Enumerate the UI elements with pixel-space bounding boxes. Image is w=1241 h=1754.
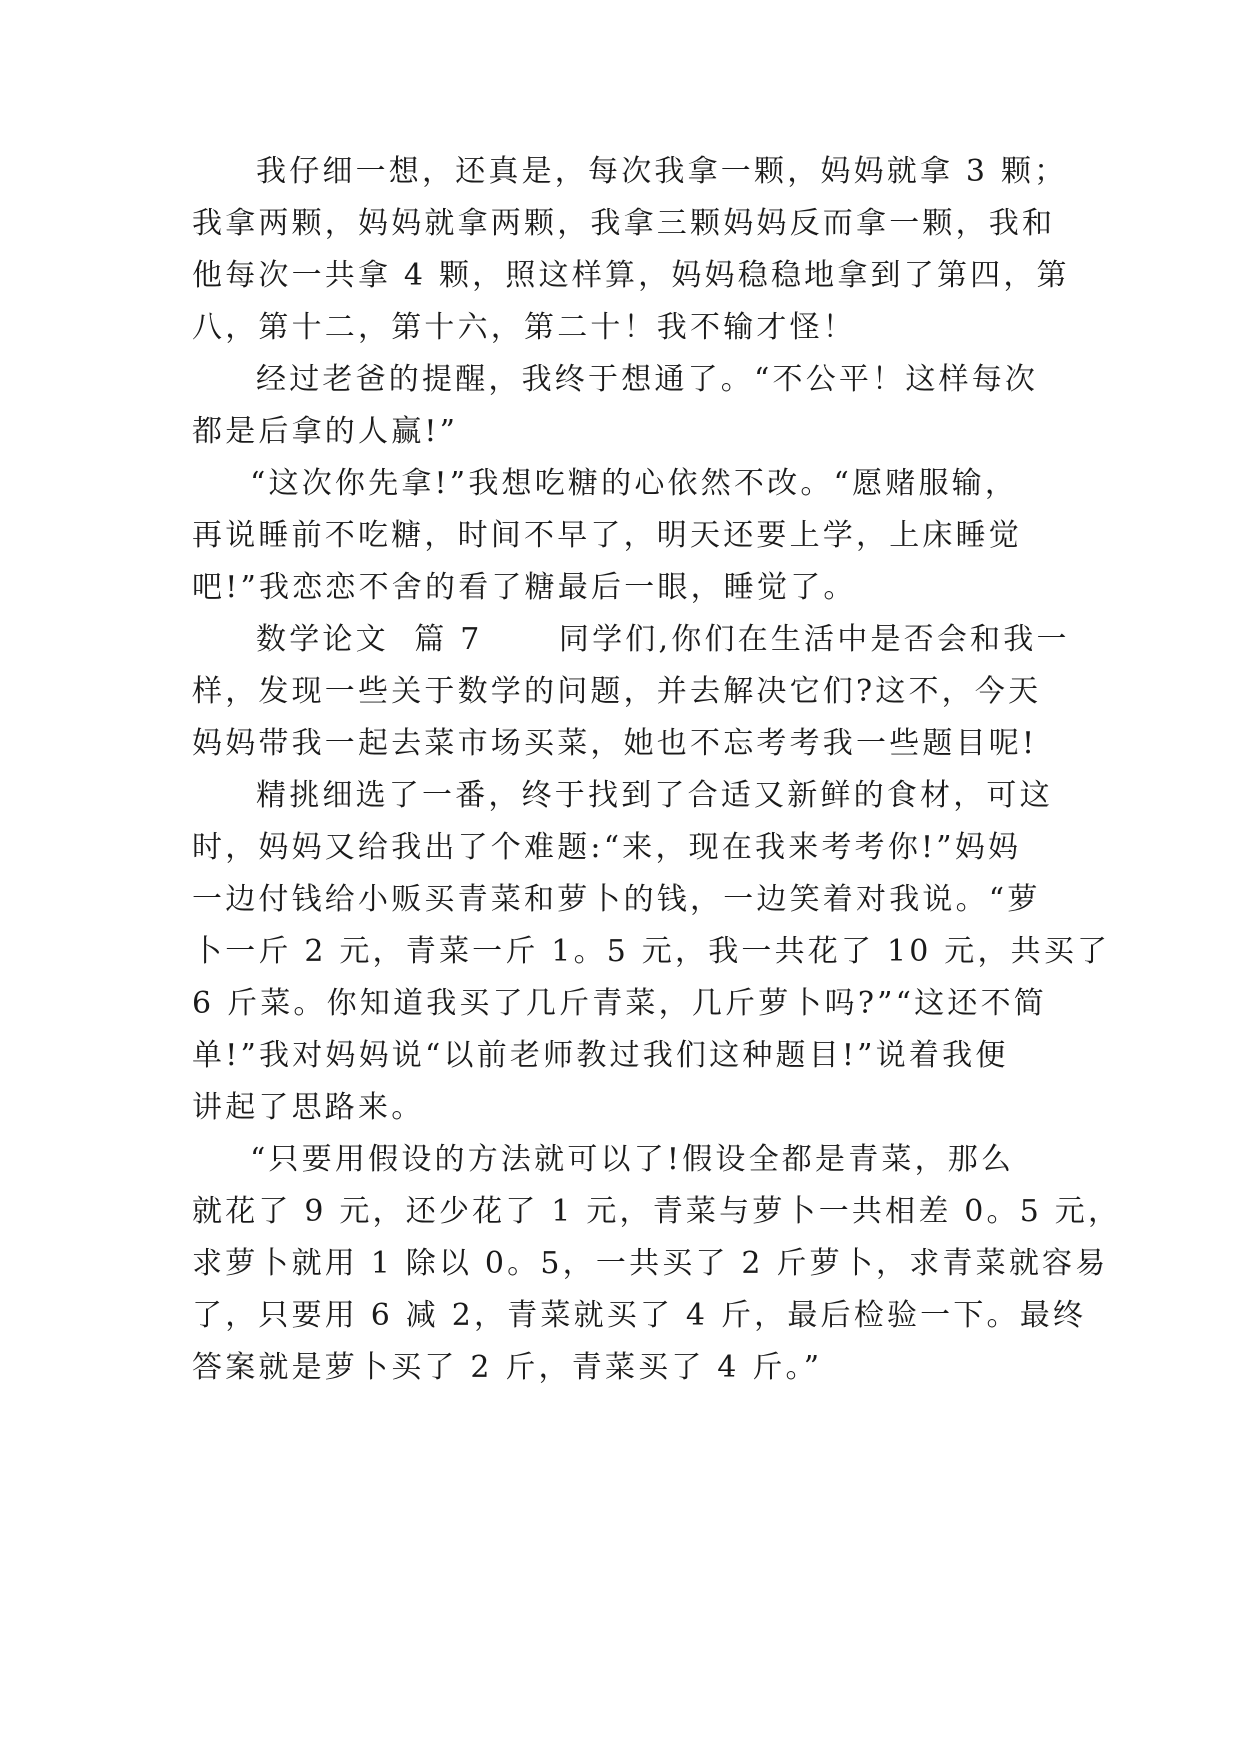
text-line: 样，发现一些关于数学的问题，并去解决它们?这不，今天: [192, 674, 1042, 709]
text-line: 时，妈妈又给我出了个难题:“来，现在我来考考你!”妈妈: [192, 830, 1022, 865]
text-line: 6 斤菜。你知道我买了几斤青菜，几斤萝卜吗?”“这还不简: [192, 986, 1047, 1021]
text-line: 八，第十二，第十六，第二十！我不输才怪！: [192, 310, 856, 345]
text-line: 了，只要用 6 减 2，青菜就买了 4 斤，最后检验一下。最终: [192, 1298, 1087, 1333]
text-line: “只要用假设的方法就可以了!假设全都是青菜，那么: [250, 1142, 1015, 1177]
text-line: 精挑细选了一番，终于找到了合适又新鲜的食材，可这: [256, 778, 1053, 813]
text-line: 就花了 9 元，还少花了 1 元，青菜与萝卜一共相差 0。5 元，: [192, 1194, 1122, 1229]
text-line: “这次你先拿!”我想吃糖的心依然不改。“愿赌服输，: [250, 466, 1019, 501]
text-line: 再说睡前不吃糖，时间不早了，明天还要上学，上床睡觉: [192, 518, 1022, 553]
text-line: 答案就是萝卜买了 2 斤，青菜买了 4 斤。”: [192, 1350, 823, 1385]
text-line: 讲起了思路来。: [192, 1090, 425, 1125]
text-line: 我拿两颗，妈妈就拿两颗，我拿三颗妈妈反而拿一颗，我和: [192, 206, 1056, 241]
text-line: 我仔细一想，还真是，每次我拿一颗，妈妈就拿 3 颗；: [256, 154, 1068, 189]
section-heading-line: 数学论文 篇 7 同学们,你们在生活中是否会和我一: [256, 622, 1070, 657]
text-line: 都是后拿的人赢!”: [192, 414, 459, 449]
text-line: 单!”我对妈妈说“以前老师教过我们这种题目!”说着我便: [192, 1038, 1009, 1073]
text-line: 吧!”我恋恋不舍的看了糖最后一眼，睡觉了。: [192, 570, 857, 605]
text-line: 卜一斤 2 元，青菜一斤 1。5 元，我一共花了 10 元，共买了: [192, 934, 1111, 969]
text-line: 妈妈带我一起去菜市场买菜，她也不忘考考我一些题目呢!: [192, 726, 1038, 761]
text-line: 一边付钱给小贩买青菜和萝卜的钱，一边笑着对我说。“萝: [192, 882, 1041, 917]
text-line: 他每次一共拿 4 颗，照这样算，妈妈稳稳地拿到了第四，第: [192, 258, 1070, 293]
text-line: 求萝卜就用 1 除以 0。5，一共买了 2 斤萝卜，求青菜就容易: [192, 1246, 1109, 1281]
text-line: 经过老爸的提醒，我终于想通了。“不公平！这样每次: [256, 362, 1039, 397]
